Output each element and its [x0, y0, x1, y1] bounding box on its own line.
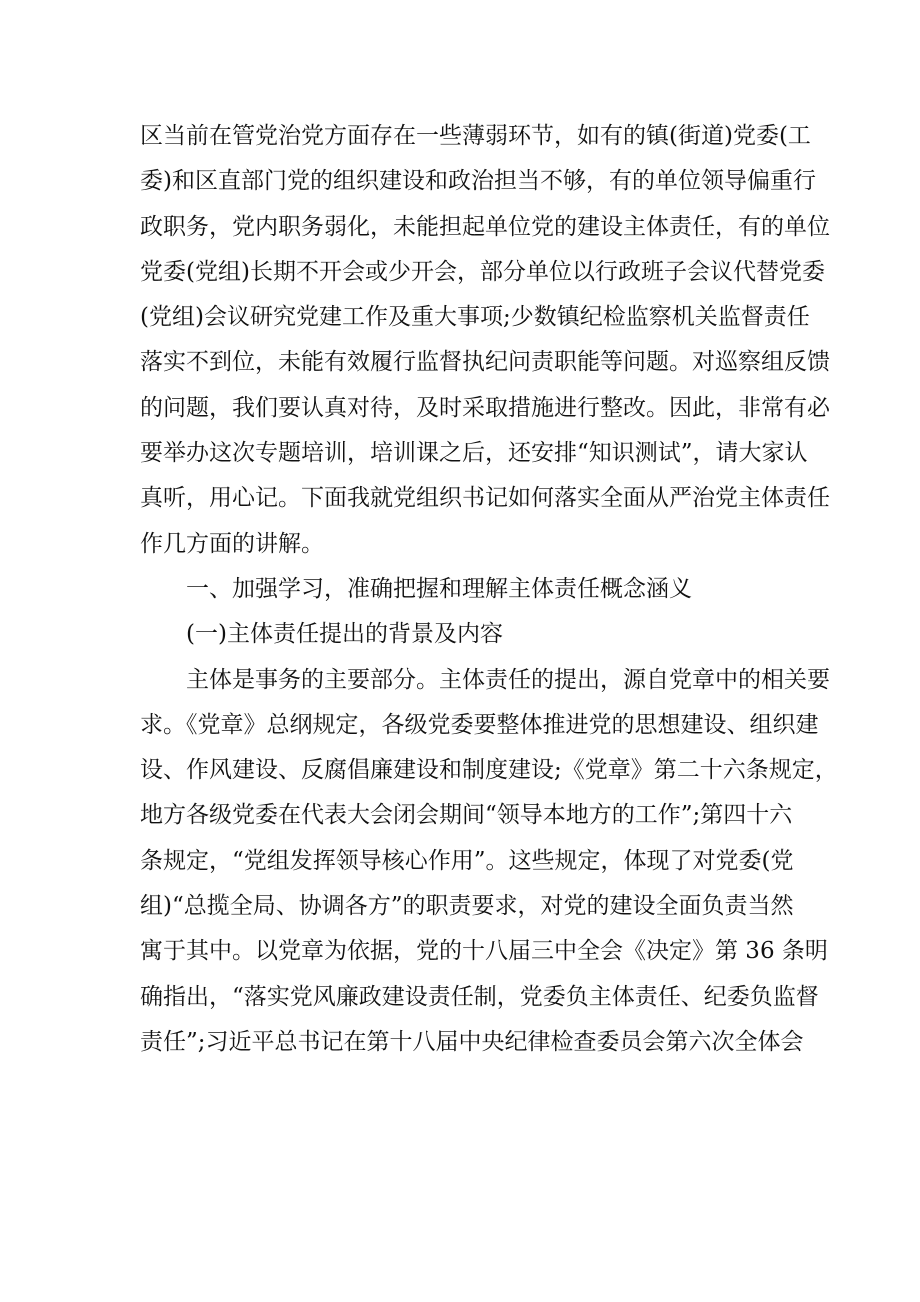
text-line: 条规定，“党组发挥领导核心作用”。这些规定，体现了对党委(党 — [140, 847, 794, 874]
text-line: 一、加强学习，准确把握和理解主体责任概念涵义 — [186, 575, 692, 602]
text-line: (一)主体责任提出的背景及内容 — [186, 621, 503, 648]
text-line: (党组)会议研究党建工作及重大事项;少数镇纪检监察机关监督责任 — [140, 304, 810, 331]
document-body — [140, 114, 838, 1065]
text-line: 政职务，党内职务弱化，未能担起单位党的建设主体责任，有的单位 — [140, 213, 830, 240]
text-line: 党委(党组)长期不开会或少开会，部分单位以行政班子会议代替党委 — [140, 258, 825, 285]
text-line: 要举办这次专题培训，培训课之后，还安排“知识测试”，请大家认 — [140, 440, 808, 467]
text-line: 求。《党章》总纲规定，各级党委要整体推进党的思想建设、组织建 — [140, 711, 819, 738]
text-line: 寓于其中。以党章为依据，党的十八届三中全会《决定》第 36 条明 — [140, 938, 828, 965]
text-line: 责任”;习近平总书记在第十八届中央纪律检查委员会第六次全体会 — [140, 1028, 804, 1055]
text-line: 地方各级党委在代表大会闭会期间“领导本地方的工作”;第四十六 — [140, 802, 793, 829]
text-line: 组)“总揽全局、协调各方”的职责要求，对党的建设全面负责当然 — [140, 893, 794, 920]
text-line: 设、作风建设、反腐倡廉建设和制度建设;《党章》第二十六条规定， — [140, 757, 838, 784]
text-line: 委)和区直部门党的组织建设和政治担当不够，有的单位领导偏重行 — [140, 168, 816, 195]
text-line: 真听，用心记。下面我就党组织书记如何落实全面从严治党主体责任 — [140, 485, 830, 512]
text-line: 落实不到位，未能有效履行监督执纪问责职能等问题。对巡察组反馈 — [140, 349, 830, 376]
text-line: 的问题，我们要认真对待，及时采取措施进行整改。因此，非常有必 — [140, 394, 830, 421]
text-line: 主体是事务的主要部分。主体责任的提出，源自党章中的相关要 — [186, 666, 830, 693]
text-line: 作几方面的讲解。 — [140, 530, 324, 557]
text-line: 确指出，“落实党风廉政建设责任制，党委负主体责任、纪委负监督 — [140, 983, 819, 1010]
text-line: 区当前在管党治党方面存在一些薄弱环节，如有的镇(街道)党委(工 — [140, 123, 811, 149]
